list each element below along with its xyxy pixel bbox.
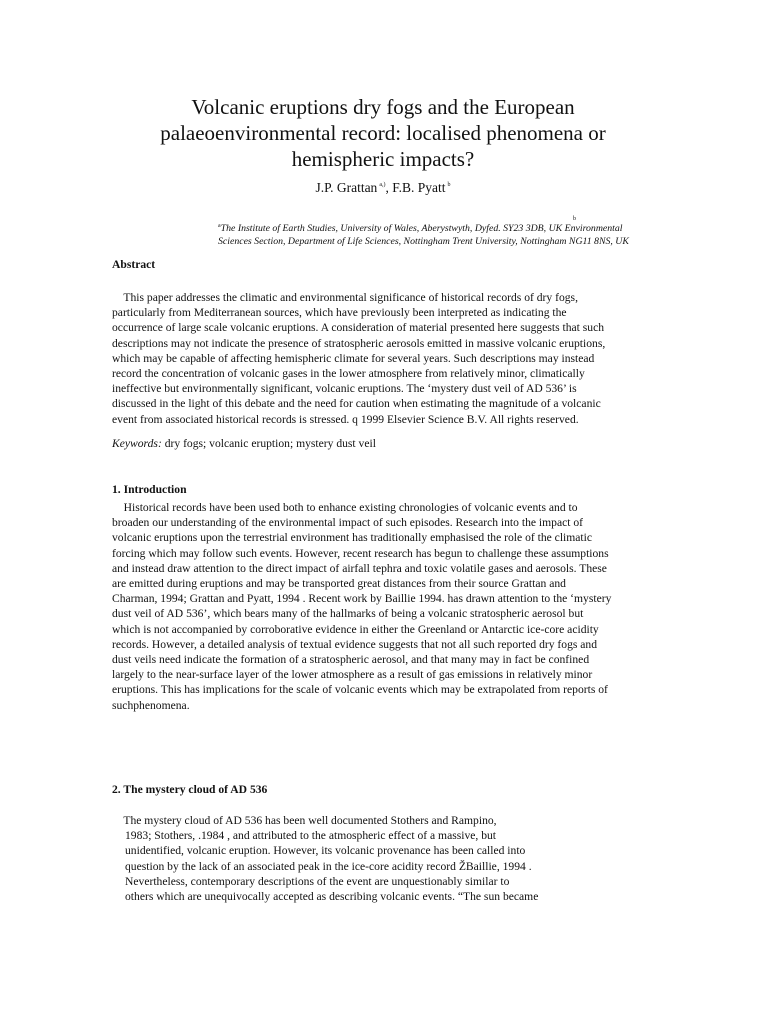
author-affiliation-mark: b (447, 182, 451, 188)
text-line: are emitted during eruptions and may be transported great distances from their source Grattan and (112, 577, 566, 591)
text-line: record the concentration of volcanic gases in the lower atmosphere from relatively minor, climatically (112, 367, 585, 381)
text-line: records. However, a detailed analysis of textual evidence suggests that not all such reported dry fogs and (112, 637, 598, 651)
text-line: largely to the near-surface layer of the lower atmosphere as a result of gas emissions in relatively minor (112, 668, 593, 682)
text-line: broaden our understanding of the environmental impact of such episodes. Research into the impact of (112, 516, 584, 530)
paper-title (150, 94, 616, 172)
text-line: The mystery cloud of AD 536 has been well documented Stothers and Rampino, (112, 814, 497, 827)
text-line: which is not accompanied by corroborative evidence in either the Greenland or Antarctic ice-core acidity (112, 622, 599, 636)
text-line: unidentified, volcanic eruption. However, its volcanic provenance has been called into (125, 844, 526, 858)
section-2-body (112, 813, 582, 904)
text-line: suchphenomena. (112, 698, 190, 712)
author-name: F.B. Pyatt (392, 180, 446, 195)
text-line: dust veil of AD 536’, which bears many of the hallmarks of being a volcanic stratospheric aerosol but (112, 607, 584, 621)
title-line: Volcanic eruptions dry fogs and the European (191, 95, 575, 119)
text-line: Charman, 1994; Grattan and Pyatt, 1994 . Recent work by Baillie 1994. has drawn attention to the ‘mystery (112, 592, 612, 606)
text-line: dust veils need indicate the formation of a stratospheric aerosol, and that many may in fact be confined (112, 653, 590, 667)
text-line: Nevertheless, contemporary descriptions of the event are unquestionably similar to (125, 874, 510, 888)
text-line: forcing which may follow such events. However, recent research has begun to challenge these assumptions (112, 546, 609, 560)
section-2-heading: 2. The mystery cloud of AD 536 (112, 783, 268, 796)
text-line: Historical records have been used both to enhance existing chronologies of volcanic events and to (112, 501, 578, 514)
author-list (150, 180, 616, 196)
affiliation-line: Sciences Section, Department of Life Sciences, Nottingham Trent University, Nottingham NG11 8NS, UK (218, 235, 629, 247)
abstract-heading: Abstract (112, 258, 156, 271)
affiliations (218, 216, 678, 248)
text-line: others which are unequivocally accepted as describing volcanic events. “The sun became (125, 890, 539, 904)
affiliation-mark-a: a (218, 223, 221, 229)
text-line: question by the lack of an associated peak in the ice-core acidity record ŽBaillie, 1994 . (125, 859, 532, 873)
affiliation-line: The Institute of Earth Studies, University of Wales, Aberystwyth, Dyfed. SY23 3DB, UK Environmental (220, 223, 623, 234)
text-line: descriptions may not indicate the presence of stratospheric aerosols emitted in massive volcanic eruptions, (112, 336, 606, 350)
keywords-text: dry fogs; volcanic eruption; mystery dust veil (161, 437, 376, 450)
text-line: and instead draw attention to the direct impact of airfall tephra and toxic volatile gases and aerosols. These (112, 561, 607, 575)
keywords (112, 437, 376, 450)
author-affiliation-mark: a,) (379, 182, 386, 188)
abstract-body (112, 290, 657, 427)
text-line: 1983; Stothers, .1984 , and attributed to the atmospheric effect of a massive, but (125, 829, 497, 843)
text-line: event from associated historical records is stressed. q 1999 Elsevier Science B.V. All rights reserved. (112, 412, 579, 426)
text-line: occurrence of large scale volcanic eruptions. A consideration of material presented here suggests that such (112, 321, 605, 335)
text-line: This paper addresses the climatic and environmental significance of historical records of dry fogs, (112, 291, 578, 304)
text-line: volcanic eruptions upon the terrestrial environment has traditionally emphasised the role of the climatic (112, 531, 593, 545)
keywords-label: Keywords: (112, 437, 162, 450)
text-line: particularly from Mediterranean sources, which have previously been interpreted as indicating the (112, 306, 567, 320)
author-separator: , (385, 180, 393, 195)
text-line: discussed in the light of this debate and the need for caution when estimating the magnitude of a volcanic (112, 397, 601, 411)
title-line: palaeoenvironmental record: localised phenomena or (160, 121, 606, 145)
text-line: eruptions. This has implications for the scale of volcanic events which may be extrapolated from reports of (112, 683, 608, 697)
text-line: which may be capable of affecting hemispheric climate for several years. Such descriptions may instead (112, 351, 595, 365)
affiliation-mark-b: b (573, 216, 576, 222)
title-line: hemispheric impacts? (291, 147, 475, 171)
text-line: ineffective but environmentally significant, volcanic eruptions. The ‘mystery dust veil of AD 536’ is (112, 382, 577, 396)
introduction-body (112, 500, 657, 713)
introduction-heading: 1. Introduction (112, 483, 187, 496)
author-name: J.P. Grattan (315, 180, 378, 195)
